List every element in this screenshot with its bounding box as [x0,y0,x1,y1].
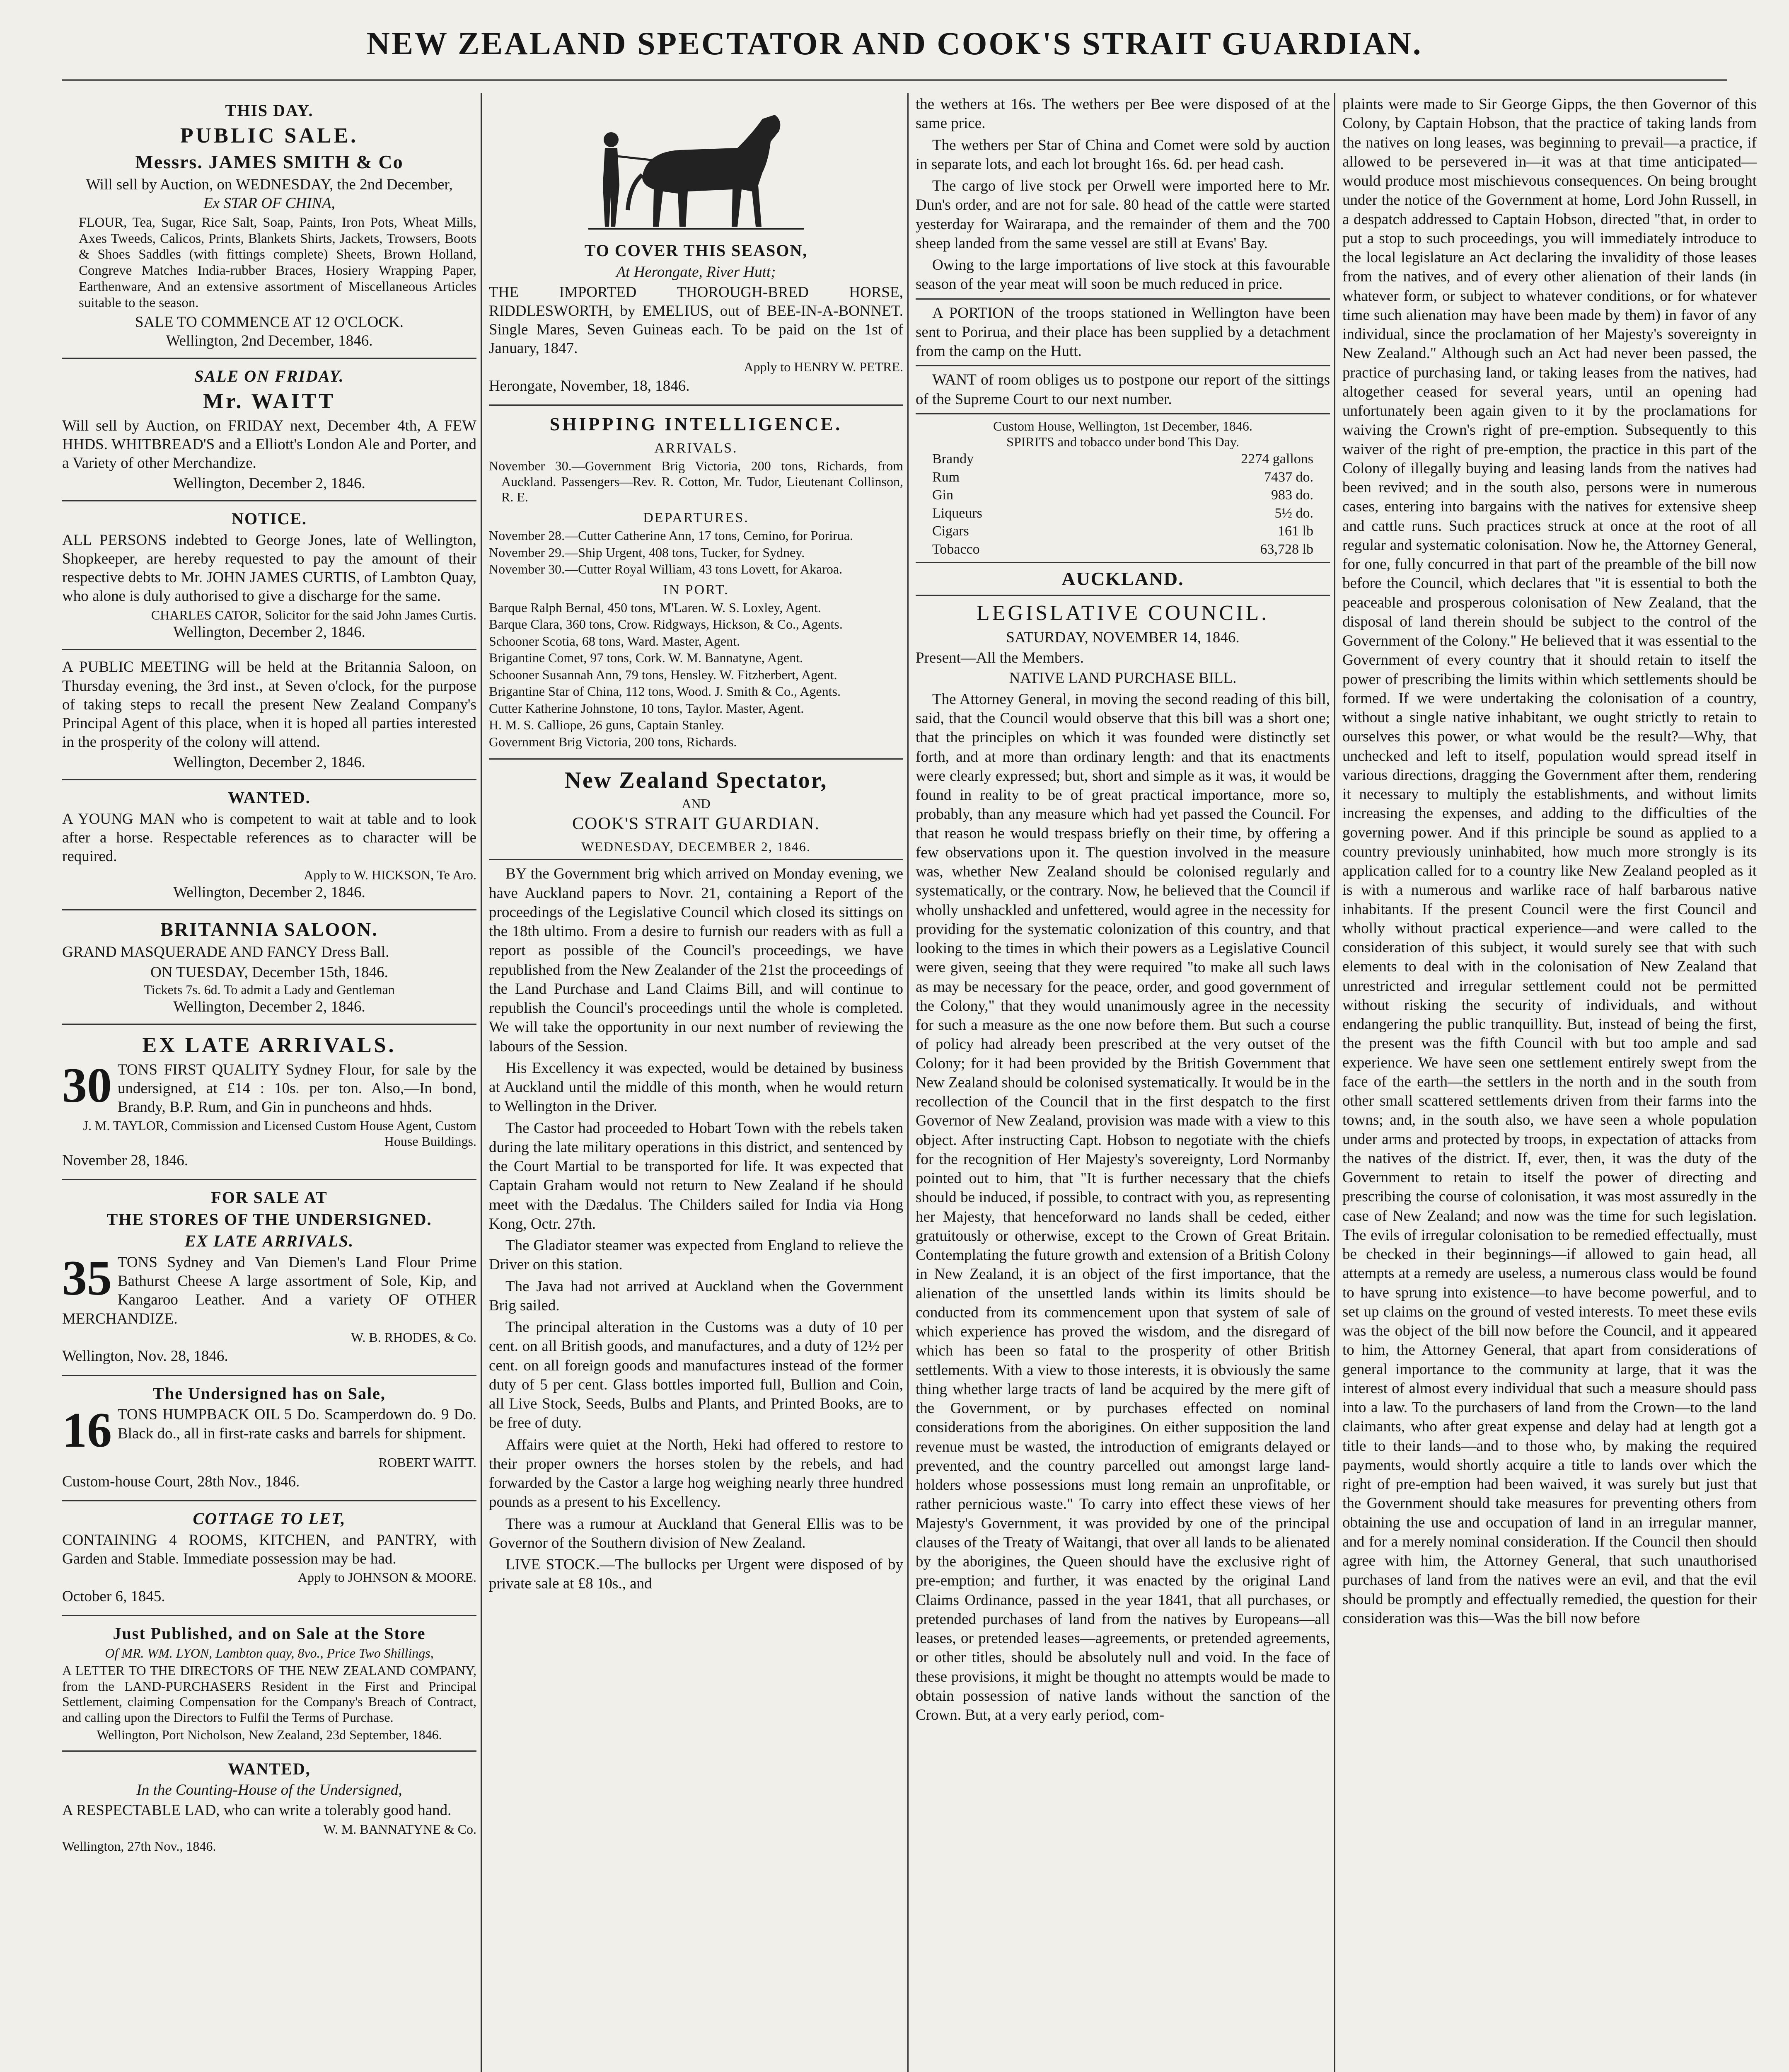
column-rule [481,93,482,2072]
ad-text: A LETTER TO THE DIRECTORS OF THE NEW ZEALAND COMPANY, from the LAND-PURCHASERS Resident in the First and Principal Settlement, claiming Compensation for the Company's Breach of Contract, and calling upon the Directors to Fulfil the Terms of Purchase. [62,1663,476,1725]
ad-signature: ROBERT WAITT. [378,1455,476,1470]
customs-row: Gin 983 do. [932,487,1313,503]
ad-date: Wellington, December 2, 1846. [173,624,365,641]
ad-date: Herongate, November, 18, 1846. [489,378,690,395]
editorial-title: AND [682,796,711,811]
section-heading: SHIPPING INTELLIGENCE. [549,414,843,435]
session-date: SATURDAY, NOVEMBER 14, 1846. [1006,629,1240,646]
column-2 [489,93,903,2072]
ad-text: SALE TO COMMENCE AT 12 O'CLOCK. [135,314,404,331]
shipping-entry: Brigantine Star of China, 112 tons, Wood. J. Smith & Co., Agents. [489,684,841,699]
ad-text: Tickets 7s. 6d. To admit a Lady and Gentleman [144,982,395,997]
ad-heading: The Undersigned has on Sale, [153,1384,386,1403]
ad-date: Wellington, December 2, 1846. [173,475,365,492]
ad-text: Ex STAR OF CHINA, [203,195,335,212]
ad-heading: NOTICE. [232,509,307,528]
ad-text: TONS HUMPBACK OIL 5 Do. Scamperdown do. 9 Do. Black do., all in first-rate casks and barrels for shipment. [118,1406,476,1442]
ad-date: October 6, 1845. [62,1588,165,1605]
shipping-entry: Cutter Katherine Johnstone, 10 tons, Taylor. Master, Agent. [489,700,804,716]
ad-heading: Mr. WAITT [203,390,336,414]
customs-return [916,419,1330,558]
ad-date: Wellington, December 2, 1846. [173,754,365,771]
ad-heading: WANTED. [228,788,311,807]
shipping-entry: November 30.—Government Brig Victoria, 200 tons, Richards, from Auckland. Passengers—Rev. R. Cotton, Mr. Tudor, Lieutenant Collinson, R. E. [489,458,903,505]
shipping-intelligence [489,406,903,760]
ad-mr-waitt [62,359,476,501]
divider [916,595,1330,596]
ad-public-meeting [62,650,476,780]
ad-firm: Messrs. JAMES SMITH & Co [135,151,404,173]
ad-text: TONS FIRST QUALITY Sydney Flour, for sale by the undersigned, at £14 : 10s. per ton. Also,—In bond, Brandy, B.P. Rum, and Gin in puncheons and hhds. [118,1061,476,1116]
ad-heading: FOR SALE AT [211,1188,328,1207]
customs-heading: SPIRITS and tobacco under bond This Day. [1006,434,1239,449]
horse-engraving-icon [580,102,812,239]
customs-row: Rum 7437 do. [932,469,1313,485]
paragraph: The wethers per Star of China and Comet were sold by auction in separate lots, and each lot brought 16s. 6d. per head cash. [916,136,1330,173]
ad-date: Wellington, 27th Nov., 1846. [62,1839,216,1854]
ad-big-number: 16 [62,1402,112,1458]
editorial [489,766,903,1594]
ad-date: Wellington, Port Nicholson, New Zealand, 23d September, 1846. [97,1727,442,1742]
ad-text: ON TUESDAY, December 15th, 1846. [150,964,388,981]
ad-text: TONS Sydney and Van Diemen's Land Flour Prime Bathurst Cheese A large assortment of Sole, Kip, and Kangaroo Leather. And a variety OF OTHER MERCHANDIZE. [62,1254,476,1327]
column-rule [1334,93,1335,2072]
divider [916,562,1330,563]
paragraph: BY the Government brig which arrived on Monday evening, we have Auckland papers to Novr. 21, containing a Report of the proceedings of the Legislative Council which closed its sittings on the 18th ultimo. From a desire to furnish our readers with as full a report as possible of the Council's proceedings, we have republished from the New Zealander of the 21st the proceedings of the Land Purchase and Land Claims Bill, and will continue to republish the Council's proceedings until the whole is completed. We will take the opportunity in our next number of reviewing the labours of the Session. [489,865,903,1055]
paragraph: WANT of room obliges us to postpone our report of the sittings of the Supreme Court to our next number. [916,371,1330,408]
attendance: Present—All the Members. [916,649,1084,666]
ad-heading: THE STORES OF THE UNDERSIGNED. [106,1210,432,1229]
paragraph: LIVE STOCK.—The bullocks per Urgent were disposed of by private sale at £8 10s., and [489,1556,903,1593]
ad-text: Will sell by Auction, on FRIDAY next, December 4th, A FEW HHDS. WHITBREAD'S and a Elliott's London Ale and Porter, and a Variety of other Merchandize. [62,417,476,472]
shipping-subheading: IN PORT. [663,582,729,598]
paragraph: The cargo of live stock per Orwell were imported here to Mr. Dun's order, and are not for sale. 80 head of the cattle were started yesterday for Wairarapa, and the remainder of them and the 700 sheep landed from the same vessel are still at Evans' Bay. [916,177,1330,252]
customs-row: Liqueurs 5½ do. [932,505,1313,521]
ad-text: GRAND MASQUERADE AND FANCY Dress Ball. [62,944,389,961]
shipping-entry: Brigantine Comet, 97 tons, Cork. W. M. Bannatyne, Agent. [489,650,803,666]
paragraph: There was a rumour at Auckland that General Ellis was to be Governor of the Southern division of New Zealand. [489,1515,903,1552]
ad-heading: SALE ON FRIDAY. [194,367,344,386]
paragraph: The Castor had proceeded to Hobart Town with the rebels taken during the late military operations in this district, and sentenced by the Court Martial to be transported for life. It was expected that Captain Graham would not return to New Zealand if he should meet with the Dædalus. The Childers sailed for India via Hong Kong, Octr. 27th. [489,1119,903,1232]
ad-text: A YOUNG MAN who is competent to wait at table and to look after a horse. Respectable references as to character will be required. [62,810,476,865]
shipping-entry: H. M. S. Calliope, 26 guns, Captain Stanley. [489,717,724,733]
ad-date: Wellington, December 2, 1846. [173,998,365,1016]
ad-heading: WANTED, [228,1759,311,1778]
customs-heading: Custom House, Wellington, 1st December, 1846. [993,418,1252,433]
ad-heading: PUBLIC SALE. [180,123,359,148]
shipping-entry: Barque Clara, 360 tons, Crow. Ridgways, Hickson, & Co., Agents. [489,617,843,632]
paragraph: Owing to the large importations of live stock at this favourable season of the year meat will soon be much reduced in price. [916,257,1330,293]
paragraph: The Java had not arrived at Auckland when the Government Brig sailed. [489,1278,903,1314]
shipping-entry: November 29.—Ship Urgent, 408 tons, Tucker, for Sydney. [489,545,805,560]
ad-signature: W. M. BANNATYNE & Co. [323,1821,476,1837]
ad-wanted [62,780,476,910]
ad-notice [62,501,476,650]
paragraph: The Attorney General, in moving the second reading of this bill, said, that the Council would observe that this bill was a short one; that the principles on which it was founded were distinctly set forth, and at more than ordinary length: and that its enactments were clearly expressed; but, short and simple as it was, it would be found in reality to be of great practical importance, more so, probably, than any measure which had yet passed the Council. For that reason he would trespass briefly on their time, by offering a few observations upon it. The question involved in the measure was, whether New Zealand should be colonised regularly and systematically, or the contrary. Now, he believed that the Council if wholly unshackled and unfettered, would agree in the necessity for providing for the systematic colonization of this country, and that looking to the times in which their powers as a Legislative Council were given, seeing that they were required "to make all such laws as may be necessary for the peace, order, and good government of the Colony," that they would unanimously agree in the necessity for such a measure as the one now before them. But such a course of policy had already been prescribed at the very outset of the Colony; for it had been provided by the British Government that New Zealand should be colonised systematically. It would be in the recollection of the Council that in the first despatch to the first Governor of New Zealand, provision was made with a view to this object. After instructing Capt. Hobson to negotiate with the chiefs for the recognition of Her Majesty's sovereignty, Lord Normanby pointed out to him, that "It is further necessary that the chiefs should be induced, if possible, to contract with you, as representing her Majesty, that henceforward no lands shall be ceded, either gratuitously or otherwise, except to the Crown of Great Britain. Contemplating the future growth and extension of a British Colony in New Zealand, it is an object of the first importance, that the alienation of the unsettled lands within its limits should be conducted from its commencement upon that system of sale of which experience has proved the wisdom, and the disregard of which has been so fatal to the prosperity of other British settlements. With a view to those interests, it is obviously the same thing whether large tracts of land be acquired by the mere gift of the Government, or by purchases effected on nominal considerations from the aborigines. On either supposition the land revenue must be wasted, the introduction of emigrants delayed or prevented, and the country parcelled out amongst large land-holders whose possessions must long remain an unprofitable, or rather pernicious waste." To carry into effect these views of her Majesty's Government, it was provided by one of the principal clauses of the Treaty of Waitangi, that over all lands to be alienated by the aborigines, the Queen should have the exclusive right of pre-emption; and further, it was enacted by the original Land Claims Ordinance, passed in the year 1841, that all purchases, or pretended purchases of land from the natives by Europeans—all leases, or pretended leases—agreements, or pretended agreements, or other titles, should be absolutely null and void. In the face of these provisions, it might be thought no attempts would be made to obtain possession of native lands without the sanction of the Crown. But, at a very early period, com- [916,690,1330,1724]
customs-row: Cigars 161 lb [932,523,1313,539]
shipping-subheading: ARRIVALS. [654,440,738,456]
paragraph: A PORTION of the troops stationed in Wellington have been sent to Porirua, and their place has been supplied by a detachment from the camp on the Hutt. [916,304,1330,360]
shipping-entry: Schooner Scotia, 68 tons, Ward. Master, Agent. [489,633,740,649]
ad-late-arrivals [62,1025,476,1180]
ad-text: THE IMPORTED THOROUGH-BRED HORSE, RIDDLESWORTH, by EMELIUS, out of BEE-IN-A-BONNET. Single Mares, Seven Guineas each. To be paid on the 1st of January, 1847. [489,283,903,357]
paragraph: Affairs were quiet at the North, Heki had offered to restore to their proper owners the horses stolen by the rebels, and had forwarded by the Castor a large hog weighing nearly three hundred pounds as a present to his Excellency. [489,1436,903,1511]
ad-britannia-saloon [62,910,476,1025]
ad-heading: EX LATE ARRIVALS. [142,1034,396,1058]
divider [916,365,1330,366]
ad-text: CONTAINING 4 ROOMS, KITCHEN, and PANTRY, with Garden and Stable. Immediate possession may be had. [62,1532,476,1568]
ad-item-list: FLOUR, Tea, Sugar, Rice Salt, Soap, Paints, Iron Pots, Wheat Mills, Axes Tweeds, Calicos, Prints, Blankets Shirts, Jackets, Trowsers, Boots & Shoes Saddles (with fittings complete) Sheets, Brown Holland, Congreve Matches India-rubber Braces, Hosiery Wrapping Paper, Earthenware, And an extensive assortment of Miscellaneous Articles suitable to the season. [79,215,476,311]
editorial-date: WEDNESDAY, DECEMBER 2, 1846. [581,839,811,854]
column-3 [916,93,1330,2072]
column-4 [1342,93,1757,2072]
customs-row: Tobacco 63,728 lb [932,541,1313,557]
ad-signature: CHARLES CATOR, Solicitor for the said John James Curtis. [151,607,476,622]
ad-date: Wellington, Nov. 28, 1846. [62,1348,228,1365]
ad-signature: Apply to JOHNSON & MOORE. [297,1570,476,1585]
divider [916,413,1330,414]
ad-wanted-lad [62,1752,476,1864]
paragraph: His Excellency it was expected, would be detained by business at Auckland until the middle of this month, when he would return to Wellington in the Driver. [489,1059,903,1115]
ad-date: November 28, 1846. [62,1152,189,1169]
ad-stud-horse [489,93,903,406]
bill-title: NATIVE LAND PURCHASE BILL. [1009,669,1237,687]
ad-humpback-oil [62,1376,476,1502]
ad-subheading: In the Counting-House of the Undersigned, [136,1782,402,1799]
paragraph: the wethers at 16s. The wethers per Bee were disposed of at the same price. [916,96,1330,132]
editorial-title: New Zealand Spectator, [564,767,828,793]
paragraph: plaints were made to Sir George Gipps, the then Governor of this Colony, by Captain Hobson, that the practice of taking lands from the natives on long leases, was beginning to prevail—a practice, if allowed to be persevered in—it was at that time anticipated—would produce most mischievous consequences. On being brought under the notice of the Government at home, Lord John Russell, in a despatch addressed to Captain Hobson, directed "that, in order to put a stop to such proceedings, you will immediately introduce to the local legislature an Act declaring the invalidity of those leases from the natives, and of every other alienation of their lands (in whatever form, or subject to whatever conditions, or for whatever time such alienation may have been made by them) in favor of any individual, since the proclamation of her Majesty's sovereignty in New Zealand." Although such an Act had never been passed, the practice of purchasing land, or taking leases from the natives, had altogether ceased for several years, until an opening had unfortunately been again given to it by the proclamations for waiving the Crown's right of pre-emption. Subsequently to this waiver of the right of pre-emption, the practice in this part of the Colony of illegally buying and leasing lands from the natives had been revived; and in the south also, persons were in numerous cases, entering into bargains with the natives for extensive sheep and cattle runs. Such practices struck at once at the root of all regular and systematic colonisation. Now he, the Attorney General, for one, fully concurred in that part of the preamble of the bill now before the Council, which declares that "it is essential to both the peaceable and prosperous colonisation of New Zealand, that the disposal of land therein should be subject to the control of the Government of the Colony." He believed that it was essential to the Government of every country that it should retain to itself the power of prescribing the limits within which settlements should be formed. If we were undertaking the colonisation of a country, without a single native inhabitant, we ought strictly to retain to ourselves this power, or what would be the result?—Why, that unchecked and left to itself, population would spread itself in various directions, dragging the Government after them, rendering it necessary to multiply the establishments, and without limits increasing the expenses, and adding to the difficulties of the governing power. And if this principle be sound as applied to a country previously uninhabited, how much more strongly is its application called for to a country like New Zealand peopled as it is with a numerous and warlike race of half barbarous native inhabitants. If the present Council were the first Council and wholly without practical experience—and were called to the consideration of this subject, it would surely see that with such elements to deal with in the colonisation of New Zealand that unrestricted and irregular settlement could not be permitted without risking the security of individuals, and without endangering the public tranquillity. But, instead of being the first, the present was the fifth Council with but too ample and sad experience. We have seen one settlement entirely swept from the face of the earth—the settlers in the north and in the south from other small scattered settlements driven from their farms into the towns; and, in the south also, we have seen a whole population under arms and protected by troops, in expectation of attacks from the natives of the district. If, ever, then, it was the duty of the Government to retain to itself the power of directing and prescribing the course of colonisation, it was most assuredly in the case of New Zealand; and now was the time for such legislation. The evils of irregular colonisation to be remedied effectually, must be checked in their beginnings—if allowed to gain head, all attempts at a remedy are useless, a numerous class would be found to have sprung into existence—to have become powerful, and to set up claims on the ground of vested interests. To meet these evils was the object of the bill now before the Council, and it appeared to him, the Attorney General, that apart from considerations of general importance to the community at large, that it was the interest of almost every individual that such a measure should pass into a law. To the purchasers of land from the Crown—to the land claimants, who after great expense and delay had at length got a title to their lands—and to those who, by making the required payments, would shortly acquire a title to lands over which the right of pre-emption had been waived, it was surely but just that the Government should take measures for preventing others from obtaining the use and occupation of land in an irregular manner, and for a merely nominal consideration. If the Council then should agree with him, the Attorney General, that such unauthorised purchases of land from the natives were an evil, and that the evil should be promptly and effectually remedied, the question for their consideration was this—Was the bill now before [1342,96,1757,1627]
ad-signature: Apply to HENRY W. PETRE. [744,359,903,375]
ad-cottage [62,1501,476,1616]
ad-date: Wellington, 2nd December, 1846. [166,332,373,350]
shipping-entry: Barque Ralph Bernal, 450 tons, M'Laren. W. S. Loxley, Agent. [489,600,821,615]
ad-subheading: At Herongate, River Hutt; [616,263,776,281]
ad-big-number: 35 [62,1250,112,1306]
ad-signature: W. B. RHODES, & Co. [351,1329,476,1345]
ad-heading: EX LATE ARRIVALS. [184,1232,354,1251]
editorial-title: COOK'S STRAIT GUARDIAN. [572,814,820,833]
ad-letter [62,1616,476,1751]
shipping-entry: November 30.—Cutter Royal William, 43 tons Lovett, for Akaroa. [489,562,843,577]
ad-rhodes [62,1180,476,1376]
ad-heading: BRITANNIA SALOON. [160,919,378,940]
ad-text: A PUBLIC MEETING will be held at the Britannia Saloon, on Thursday evening, the 3rd inst., at Seven o'clock, for the purpose of taking steps to recall the present New Zealand Company's Principal Agent of this place, when it is hoped all parties interested in the prosperity of the colony will attend. [62,658,476,750]
ad-signature: J. M. TAYLOR, Commission and Licensed Custom House Agent, Custom House Buildings. [83,1118,476,1149]
ad-date: Wellington, December 2, 1846. [173,884,365,901]
ad-heading: THIS DAY. [225,101,314,120]
ad-text: A RESPECTABLE LAD, who can write a tolerably good hand. [62,1802,452,1819]
shipping-entry: Schooner Susannah Ann, 79 tons, Hensley. W. Fitzherbert, Agent. [489,667,837,682]
ad-heading: COTTAGE TO LET, [193,1509,346,1528]
column-rule [907,93,909,2072]
paragraph: The Gladiator steamer was expected from England to relieve the Driver on this station. [489,1237,903,1273]
masthead: NEW ZEALAND SPECTATOR AND COOK'S STRAIT GUARDIAN. [366,25,1423,61]
divider [916,298,1330,300]
masthead-rule [62,79,1727,81]
ad-date: Custom-house Court, 28th Nov., 1846. [62,1473,300,1491]
section-heading: LEGISLATIVE COUNCIL. [976,601,1269,625]
ad-subheading: Of MR. WM. LYON, Lambton quay, 8vo., Price Two Shillings, [105,1646,434,1661]
ad-text: Will sell by Auction, on WEDNESDAY, the 2nd December, [86,176,453,194]
divider [489,859,903,860]
column-1 [62,93,476,2072]
ad-big-number: 30 [62,1057,112,1113]
shipping-entry: Government Brig Victoria, 200 tons, Richards. [489,734,737,749]
customs-row: Brandy 2274 gallons [932,451,1313,467]
ad-signature: Apply to W. HICKSON, Te Aro. [304,867,476,883]
section-heading: AUCKLAND. [1061,568,1184,590]
paragraph: The principal alteration in the Customs was a duty of 10 per cent. on all British goods, and manufactures, and a duty of 12½ per cent. on all foreign goods and manufactures instead of the former duty of 5 per cent. Glass bottles imported full, Bullion and Coin, all Live Stock, Seeds, Bulbs and Plants, and Printed Books, are to be free of duty. [489,1319,903,1432]
ad-james-smith [62,93,476,359]
shipping-entry: November 28.—Cutter Catherine Ann, 17 tons, Cemino, for Porirua. [489,528,853,543]
ad-heading: TO COVER THIS SEASON, [584,241,808,260]
ad-heading: Just Published, and on Sale at the Store [113,1624,426,1643]
shipping-subheading: DEPARTURES. [643,510,749,525]
ad-text: ALL PERSONS indebted to George Jones, late of Wellington, Shopkeeper, are hereby requested to pay the amount of their respective debts to Mr. JOHN JAMES CURTIS, of Lambton Quay, who alone is duly authorised to give a discharge for the same. [62,532,476,605]
